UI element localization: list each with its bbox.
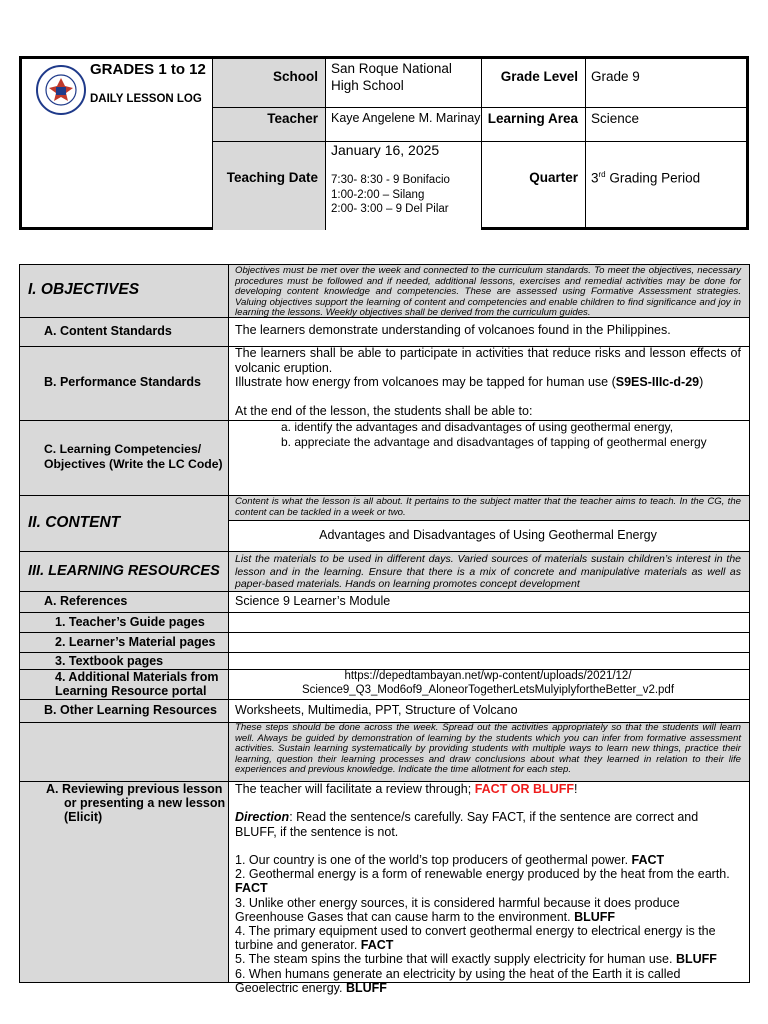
review-label-3: (Elicit) bbox=[64, 810, 103, 824]
form-subtitle: DAILY LESSON LOG bbox=[90, 93, 202, 105]
content-standards-value: The learners demonstrate understanding of volcanoes found in the Philippines. bbox=[235, 323, 671, 337]
content-heading: II. CONTENT bbox=[28, 514, 121, 531]
schedule-item: 2:00- 3:00 – 9 Del Pilar bbox=[331, 203, 449, 215]
competencies-label-2: Objectives (Write the LC Code) bbox=[44, 457, 223, 471]
learning-area-value: Science bbox=[591, 111, 640, 126]
review-label-1: A. Reviewing previous lesson bbox=[46, 782, 223, 796]
performance-standards-value: The learners shall be able to participate in activities that reduce risks and lesson effects of volcanic eruption. bbox=[235, 346, 741, 375]
list-item: 2. Geothermal energy is a form of renewable energy produced by the heat from the earth. FACT bbox=[235, 867, 730, 896]
learning-area-label: Learning Area bbox=[487, 111, 578, 126]
school-label: School bbox=[272, 69, 318, 84]
additional-materials-link[interactable]: Science9_Q3_Mod6of9_AloneorTogetherLetsMulyiplyfortheBetter_v2.pdf bbox=[301, 684, 675, 696]
header-table bbox=[19, 56, 749, 230]
learners-material-label: 2. Learner’s Material pages bbox=[55, 635, 216, 649]
competencies-intro: At the end of the lesson, the students shall be able to: bbox=[235, 404, 533, 418]
additional-materials-label-2: Learning Resource portal bbox=[55, 684, 207, 698]
fact-bluff-items bbox=[235, 853, 741, 995]
review-intro: The teacher will facilitate a review through; FACT OR BLUFF! bbox=[235, 782, 578, 796]
performance-standards-value-2: Illustrate how energy from volcanoes may be tapped for human use (S9ES-IIIc-d-29) bbox=[235, 375, 704, 389]
schedule-item: 7:30- 8:30 - 9 Bonifacio bbox=[331, 174, 450, 186]
other-resources-label: B. Other Learning Resources bbox=[44, 703, 217, 717]
content-standards-label: A. Content Standards bbox=[44, 324, 172, 338]
content-row bbox=[19, 495, 750, 551]
learners-material-row bbox=[19, 632, 750, 652]
procedures-note: These steps should be done across the week. Spread out the activities appropriately so that the students will learn well. Always be guided by demonstration of learning by the students which you can infer from formative assessment activities. Sustain learning systematically by providing students with multiple ways to learn new things, practice their learning, question their learning processes and draw conclusions about what they learned in relation to their life experiences and previous knowledge. Indicate the time allotment for each step. bbox=[235, 722, 741, 776]
references-label: A. References bbox=[44, 594, 128, 608]
competencies-label-1: C. Learning Competencies/ bbox=[44, 442, 202, 456]
textbook-label: 3. Textbook pages bbox=[55, 654, 164, 668]
lesson-log-table bbox=[19, 264, 750, 995]
content-standards-row bbox=[19, 317, 750, 346]
additional-materials-link[interactable]: https://depedtambayan.net/wp-content/uploads/2021/12/ bbox=[344, 670, 632, 682]
other-resources-row bbox=[19, 699, 750, 722]
other-resources-value: Worksheets, Multimedia, PPT, Structure of Volcano bbox=[235, 703, 518, 717]
resources-row bbox=[19, 551, 750, 591]
review-label-2: or presenting a new lesson bbox=[64, 796, 226, 810]
additional-materials-label-1: 4. Additional Materials from bbox=[55, 670, 219, 684]
additional-materials-row bbox=[19, 669, 750, 699]
list-item: 3. Unlike other energy sources, it is considered harmful because it does produce Greenhouse Gases that can cause harm to the environment. BLUFF bbox=[235, 895, 680, 924]
fact-or-bluff-title: FACT OR BLUFF bbox=[474, 782, 574, 796]
competency-item: b. appreciate the advantage and disadvantages of tapping of geothermal energy bbox=[281, 435, 707, 449]
competency-item: a. identify the advantages and disadvantages of using geothermal energy, bbox=[281, 420, 674, 434]
teachers-guide-row bbox=[19, 612, 750, 632]
competencies-row bbox=[19, 404, 750, 495]
teachers-guide-label: 1. Teacher’s Guide pages bbox=[55, 615, 205, 629]
form-title: GRADES 1 to 12 bbox=[90, 61, 206, 78]
grade-level-label: Grade Level bbox=[500, 69, 578, 84]
list-item: 6. When humans generate an electricity by using the heat of the Earth it is called Geoelectric energy. BLUFF bbox=[235, 966, 681, 995]
textbook-row bbox=[19, 652, 750, 669]
resources-note: List the materials to be used in different days. Varied sources of materials sustain children’s interest in the lesson and in the learning. Ensure that there is a mix of concrete and manipulative materials as well as paper-based materials. Hands on learning promotes concept development bbox=[235, 553, 741, 590]
grade-level-value: Grade 9 bbox=[591, 69, 640, 84]
resources-heading: III. LEARNING RESOURCES bbox=[28, 563, 220, 579]
review-row bbox=[19, 781, 750, 995]
objectives-heading: I. OBJECTIVES bbox=[28, 281, 140, 298]
performance-standards-label: B. Performance Standards bbox=[44, 375, 201, 389]
objectives-note: Objectives must be met over the week and connected to the curriculum standards. To meet the objectives, necessary procedures must be followed and if needed, additional lessons, exercises and remedial activities may be done for developing content knowledge and competencies. These are assessed using Formative Assessment strategies. Valuing objectives support the learning of content and competencies and enable children to find significance and joy in learning the lessons. Weekly objectives shall be derived from the curriculum guides. bbox=[235, 265, 741, 319]
teaching-date-value: January 16, 2025 bbox=[331, 142, 440, 158]
teaching-date-label: Teaching Date bbox=[226, 170, 318, 185]
procedures-note-row bbox=[19, 722, 750, 781]
references-row bbox=[19, 591, 750, 612]
content-value: Advantages and Disadvantages of Using Geothermal Energy bbox=[319, 528, 657, 542]
direction-text: Direction: Read the sentence/s carefully. Say FACT, if the sentence are correct and BLUFF, if the sentence is not. bbox=[235, 810, 699, 839]
references-value: Science 9 Learner’s Module bbox=[235, 594, 391, 608]
quarter-value: 3rd Grading Period bbox=[591, 170, 701, 186]
deped-seal-logo bbox=[35, 64, 87, 116]
objectives-row bbox=[19, 264, 750, 317]
list-item: 1. Our country is one of the world’s top producers of geothermal power. FACT bbox=[235, 853, 665, 867]
school-value: San Roque National High School bbox=[331, 61, 452, 93]
teacher-label: Teacher bbox=[267, 111, 318, 126]
schedule-item: 1:00-2:00 – Silang bbox=[331, 188, 425, 201]
content-note: Content is what the lesson is all about. It pertains to the subject matter that the teacher aims to teach. In the CG, the content can be tackled in a week or two. bbox=[235, 496, 741, 518]
quarter-label: Quarter bbox=[529, 170, 578, 185]
list-item: 5. The steam spins the turbine that will exactly supply electricity for human use. BLUFF bbox=[235, 952, 717, 967]
list-item: 4. The primary equipment used to convert geothermal energy to electrical energy is the turbine and generator. FACT bbox=[235, 924, 716, 953]
teacher-value: Kaye Angelene M. Marinay bbox=[331, 111, 481, 125]
schedule-list bbox=[331, 173, 450, 217]
